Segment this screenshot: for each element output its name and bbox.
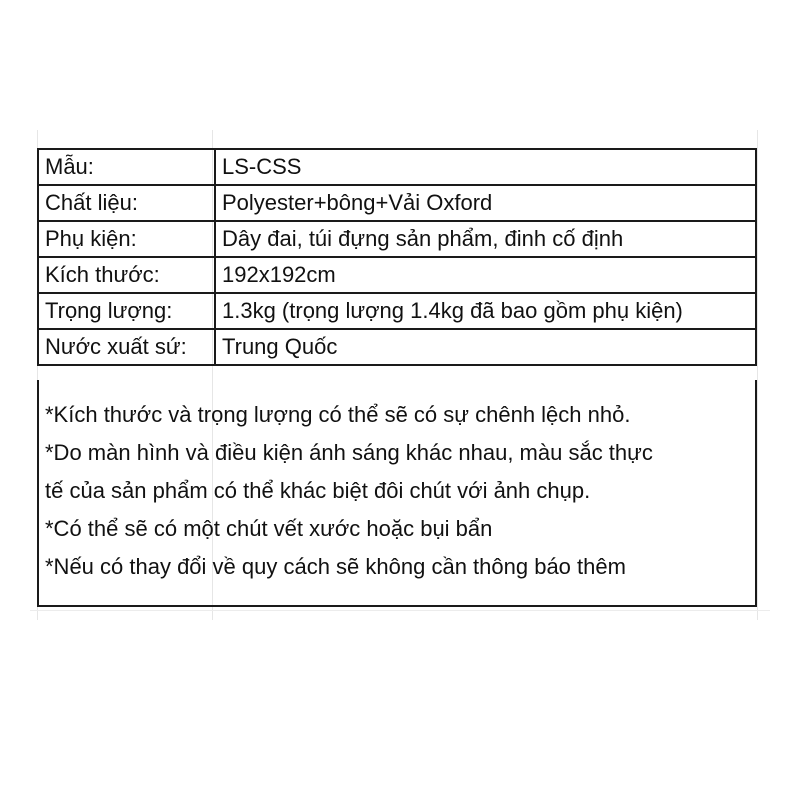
gridline xyxy=(757,130,758,620)
notes-box xyxy=(37,380,757,607)
spec-row-weight xyxy=(38,293,756,329)
spec-value: 1.3kg (trọng lượng 1.4kg đã bao gồm phụ kiện) xyxy=(215,293,756,329)
spec-row-accessories xyxy=(38,221,756,257)
note-line: *Có thể sẽ có một chút vết xước hoặc bụi bẩn xyxy=(45,516,493,541)
note-line: *Do màn hình và điều kiện ánh sáng khác nhau, màu sắc thực xyxy=(45,440,653,465)
spec-row-material xyxy=(38,185,756,221)
note-line: *Nếu có thay đổi về quy cách sẽ không cần thông báo thêm xyxy=(45,554,626,579)
spec-value: Trung Quốc xyxy=(215,329,756,365)
spec-label: Nước xuất sứ: xyxy=(38,329,215,365)
spec-label: Mẫu: xyxy=(38,149,215,185)
spec-value: Dây đai, túi đựng sản phẩm, đinh cố định xyxy=(215,221,756,257)
note-line: tế của sản phẩm có thể khác biệt đôi chút với ảnh chụp. xyxy=(45,478,591,503)
spec-label: Kích thước: xyxy=(38,257,215,293)
gridline xyxy=(30,610,770,611)
spec-value: 192x192cm xyxy=(215,257,756,293)
spec-label: Phụ kiện: xyxy=(38,221,215,257)
spec-row-model xyxy=(38,149,756,185)
spec-value: LS-CSS xyxy=(215,149,756,185)
note-line: *Kích thước và trọng lượng có thể sẽ có sự chênh lệch nhỏ. xyxy=(45,402,631,427)
spec-row-size xyxy=(38,257,756,293)
spec-value: Polyester+bông+Vải Oxford xyxy=(215,185,756,221)
spec-label: Chất liệu: xyxy=(38,185,215,221)
spec-row-origin xyxy=(38,329,756,365)
spec-table xyxy=(37,148,757,366)
spec-label: Trọng lượng: xyxy=(38,293,215,329)
